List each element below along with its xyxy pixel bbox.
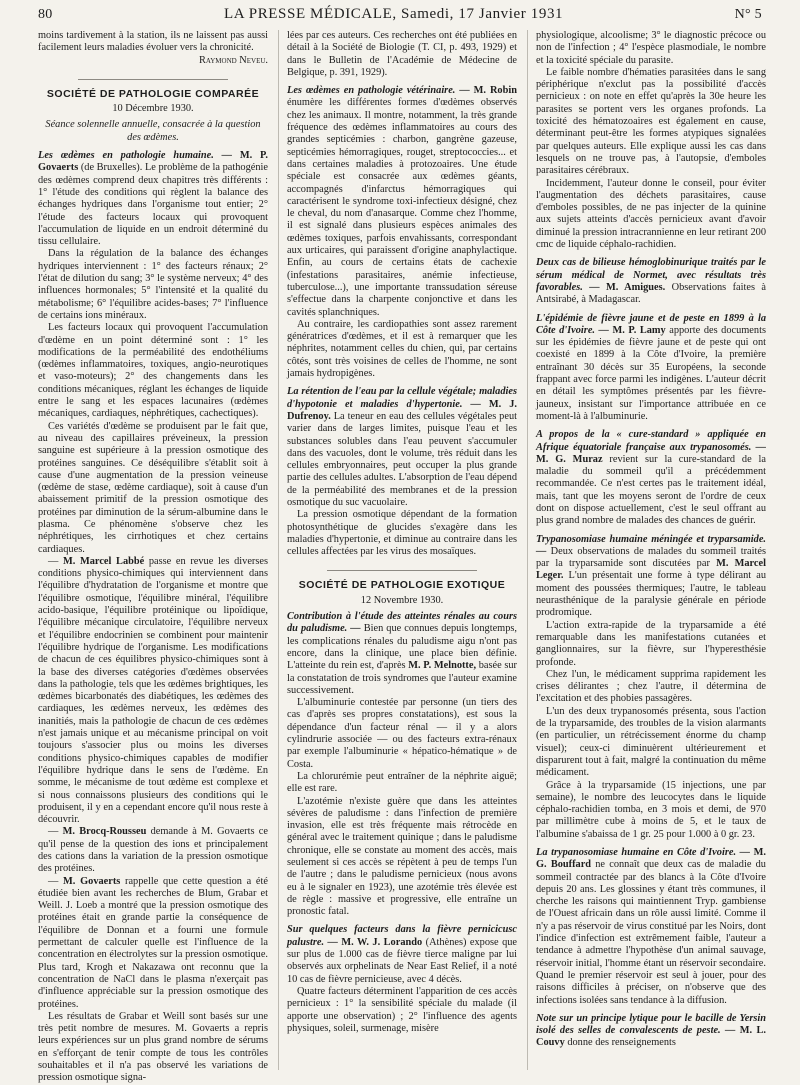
communication-title: La trypanosomiase humaine en Côte d'Ivoire. — xyxy=(536,847,754,858)
author-name: M. P. Melnotte, xyxy=(408,660,477,672)
paragraph: L'action extra-rapide de la tryparsamide a été remarquable dans les manifestations cutanées et ganglionnaires, sur la fièvre, sur l'hyperesthésie profonde. xyxy=(536,619,766,668)
column-2 xyxy=(278,30,517,1070)
communication-title: L'épidémie de fièvre jaune et de peste en 1899 à la Côte d'Ivoire. — xyxy=(536,312,766,336)
communication-text: La teneur en eau des cellules végétales peut varier dans de larges limites, puisque l'eau et les substances solubles dans l'eau peuvent s'accumuler dans des vacuoles, dont le volume, très réduit dans les cellules embryonnaires, peut occuper la plus grande partie des cellules adultes. L'absorption de l'eau dépend de la perméabilité des membranes et de la pression osmotique du suc vacuolaire. xyxy=(287,410,517,508)
communication-text: Bien que connues depuis longtemps, les complications rénales du paludisme aigu n'ont pas encore, dans la clinique, une place bien définie. L'atteinte du rein est, d'après xyxy=(287,623,517,672)
communication-title: Les œdèmes en pathologie humaine. — xyxy=(38,150,240,162)
communication-text: apporte des documents sur les épidémies de fièvre jaune et de peste qui ont coexisté en 1899 à la Côte d'Ivoire, la première entraînant 30 décès sur 35 Européens, la seconde frappant avec force parmi les indigènes. L'auteur décrit en détail les symptômes présentés par les fièvre-jauneux, insistant sur l'importance attribuée en ce moment-là à l'albuminurie. xyxy=(536,324,766,422)
paragraph: lées par ces auteurs. Ces recherches ont été publiées en détail à la Société de Biologie (T. CI, p. 493, 1929) et dans le Bulletin de l'Académie de Médecine de Belgique, p. 391, 1929). xyxy=(287,30,517,78)
discussion xyxy=(38,826,268,875)
communication xyxy=(38,150,268,248)
communication-title: A propos de la « cure-standard » appliquée en Afrique équatoriale française aux trypanosomés. — xyxy=(536,429,766,453)
paragraph: Chez l'un, le médicament supprima rapidement les crises délirantes ; chez l'autre, il détermina de l'excitation et des phobies passagères. xyxy=(536,668,766,705)
communication xyxy=(287,386,517,509)
paragraph: Quatre facteurs déterminent l'apparition de ces accès pernicieux : 1° la sensibilité spéciale du malade (il apporte une observation) ; 2° l'influence des agents physiques, soleil, surmenage, misère xyxy=(287,985,517,1034)
author-name: M. Govaerts xyxy=(63,875,121,887)
paragraph: La pression osmotique dépendant de la formation photosynthétique de glucides s'exagère dans les maladies d'hypertonie, et diminue au contraire dans les cellules affectées par les virus des mosaïques. xyxy=(287,509,517,558)
discussion xyxy=(38,876,268,1011)
communication-text: L'un présentait une forme à type délirant au moment des poussées thermiques; l'autre, le tableau neurasthénique de la paralysie générale en période prodromique. xyxy=(536,570,766,619)
issue-number: N° 5 xyxy=(734,7,762,22)
page-number: 80 xyxy=(38,7,53,22)
communication xyxy=(536,847,766,1007)
discussion xyxy=(38,556,268,827)
author-name: M. W. J. Lorando xyxy=(341,936,423,948)
communication-title: Trypanosomiase humaine méningée et tryparsamide. — xyxy=(536,533,766,557)
communication xyxy=(536,429,766,527)
section-divider xyxy=(78,79,228,80)
author-name: M. Brocq-Rousseu xyxy=(62,826,147,838)
author-name: M. Robin xyxy=(473,85,517,97)
author-name: M. Marcel Leger. xyxy=(536,558,766,582)
author-name: M. G. Muraz xyxy=(536,453,603,465)
meeting-date: 12 Novembre 1930. xyxy=(360,594,444,606)
discussion-text: rappelle que cette question a été étudiée bien avant les recherches de Blum, Grabar et Weill. J. Loeb a montré que la pression osmotique des protéines était en grande partie la conséquence de l'équilibre de Donnan et a fourni une formule permettant de calculer quelle est l'influence de la concentration en électrolytes sur la pression osmotique. Plus tard, Krogh et Nakazawa ont reconnu que la concentration de NaCl dans le plasma n'exerçait pas d'influence appréciable sur la pression osmotique des protéines. xyxy=(38,875,268,1010)
author-name: M. G. Bouffard xyxy=(536,847,766,871)
author-name: M. P. Govaerts xyxy=(38,150,268,174)
paragraph: Les résultats de Grabar et Weill sont basés sur une très petit nombre de mesures. M. Govaerts a repris leurs expériences sur un plus grand nombre de sérums en s'efforçant de tenir compte de tous les contrôles souhaitables et il n'a pas observé les variations de pression osmotique signa- xyxy=(38,1010,268,1084)
communication-title: Note sur un principe lytique pour le bacille de Yersin isolé des selles de convalescents de peste. — xyxy=(536,1012,766,1037)
communication xyxy=(536,1013,766,1050)
author-name: M. Marcel Labbé xyxy=(63,555,145,567)
meeting-date: 10 Décembre 1930. xyxy=(112,103,194,115)
communication-text: ne connaît que deux cas de maladie du sommeil contractée par des blancs à la Côte d'Ivoire depuis 20 ans. Les glossines y étant très communes, il cherche les raisons qui maintiennent Tryp. gambiense de l'Ouest africain dans un rôle aussi limité. Comme il n'y a pas réservoir de virus constitué par les Noirs, dont l'indice d'infection est extrêmement faible, l'auteur a tendance à admettre l'hypothèse d'un animal sauvage, réservoir initial, l'homme étant un réservoir secondaire. Quand le premier réservoir est seul à jouer, pour des raisons difficiles à préciser, on n'observe que des infections isolées sans tendance à la diffusion. xyxy=(536,859,766,1006)
communication-text: (Athènes) expose que sur plus de 1.000 cas de fièvre tierce maligne par lui observés aux orphelinats de Near East Relief, il a noté 10 cas de fièvre pernicieuse, avec 4 décès. xyxy=(287,936,518,985)
paragraph: L'albuminurie contestée par personne (un tiers des cas d'après ses propres constatations), est sous la dépendance d'un facteur rénal — il y a alors cylindrurie associée — ou des facteurs extra-rénaux par exemple l'albuminurie « hépatico-hématique » de Costa. xyxy=(287,697,517,770)
communication xyxy=(287,924,517,985)
author-name: M. P. Lamy xyxy=(612,324,666,336)
communication-text: énumère les différentes formes d'œdèmes observés chez les animaux. Il montre, notamment, la très grande fréquence des œdèmes inflammatoires au cours des grandes septicémies : charbon, gangrène gazeuse, septicémies hémorragiques, rouget, streptococcies... et dans certaines maladies à protozoaires. Une étude spéciale est consacrée aux œdèmes géants, accompagnés d'infarctus hémorragiques qui caractérisent le syndrome toxi-infectieux désigné, chez le cheval, du nom d'anasarque. Comme chez l'homme, il est signalé dans plusieurs espèces animales des œdèmes toxiques, parfois envahissants, correspondant aux urticaires, qui paraissent d'origine anaphylactique. Enfin, au cours de certains états de cachexie (infestations parasitaires, anémie infectieuse, tuberculose...), une importante transsudation séreuse s'effectue dans la charpente conjonctive et dans les cavités splanchniques. xyxy=(287,97,517,318)
communication xyxy=(287,85,517,319)
session-subtitle: Séance solennelle annuelle, consacrée à la question des œdèmes. xyxy=(45,119,261,143)
dash: — xyxy=(48,826,63,838)
dash: — xyxy=(48,555,63,567)
communication-title: Les œdèmes en pathologie vétérinaire. — xyxy=(287,85,474,97)
communication-text: Observations faites à Antsirabé, à Madagascar. xyxy=(536,281,766,306)
communication-title: Contribution à l'étude des atteintes rénales au cours du paludisme. — xyxy=(287,611,517,635)
page-header xyxy=(38,6,762,28)
paragraph: L'azotémie n'existe guère que dans les atteintes sévères de paludisme : dans l'infection de première invasion, elle est très fréquente mais rétrocède en général avec le traitement quinique ; dans le paludisme chronique, elle se constate au moment des accès, mais seulement si ces accès se répètent à peu de temps l'un de l'autre ; dans le paludisme pernicieux (nous avons eu à le signaler en 1923), une azotémie très élevée est de règle : massive et progressive, elle entraîne un pronostic fatal. xyxy=(287,795,517,918)
paragraph: La chlorurémie peut entraîner de la néphrite aiguë; elle est rare. xyxy=(287,770,517,795)
paragraph: moins tardivement à la station, ils ne laissent pas aussi facilement leurs maladies évoluer vers la chronicité. xyxy=(38,30,268,54)
paragraph: Grâce à la tryparsamide (15 injections, une par semaine), le nombre des leucocytes dans le liquide céphalo-rachidien tomba, en 3 mois et demi, de 970 par millimètre cube à moins de 5, et le taux de l'albumine s'abaissa de 1 gr. 25 pour 1.000 à 0 gr. 23. xyxy=(536,779,766,840)
column-3 xyxy=(527,30,766,1070)
paragraph: L'un des deux trypanosomés présenta, sous l'action de la tryparsamide, des troubles de la vision alarmants (en particulier, un rétrécissement énorme du champ visuel); ceux-ci diminuèrent ultérieurement et disparurent tout à fait, malgré la continuation du même médicament. xyxy=(536,705,766,779)
communication xyxy=(536,257,766,306)
communication-text: Deux observations de malades du sommeil traités par la tryparsamide sont discutées par xyxy=(536,545,766,570)
journal-title: LA PRESSE MÉDICALE, Samedi, 17 Janvier 1931 xyxy=(224,6,564,22)
author-name: M. Amigues. xyxy=(605,281,666,293)
section-divider xyxy=(327,570,477,571)
paragraph: Au contraire, les cardiopathies sont assez rarement génératrices d'œdèmes, et il est à remarquer que les néphrites, notamment celles du chien, qui, par certains côtés, sont très voisines de celles de l'homme, ne sont jamais hydropigènes. xyxy=(287,318,517,380)
communication-text: (de Bruxelles). Le problème de la pathogénie des œdèmes comprend deux chapitres très différents : 1° l'étude des conditions qui règlent la balance des échanges hydriques dans l'organisme tout entier; 2° l'étude des facteurs locaux qui provoquent l'accumulation de liquide en un endroit déterminé du tissu cellulaire. xyxy=(38,162,268,248)
paragraph: Ces variétés d'œdème se produisent par le fait que, au niveau des capillaires préveineux, la pression sanguine est supérieure à la pression osmotique des protéines sanguines. Ce déséquilibre s'établit soit à cause d'une augmentation de la pression veineuse (œdème de stase, œdème cardiaque), soit à cause d'un abaissement primitif de la pression osmotique des protéines par diminution de la sérum-albumine dans le plasma. Ce phénomène s'observe chez les néphrétiques, les cirrhotiques et chez certains cardiaques. xyxy=(38,420,268,555)
society-title: SOCIÉTÉ DE PATHOLOGIE EXOTIQUE xyxy=(298,579,506,592)
communication-title: Sur quelques facteurs dans la fièvre pernicicusc palustre. — xyxy=(287,924,517,948)
communication-text: donne des renseignements xyxy=(564,1037,676,1049)
discussion-text: demande à M. Govaerts ce qu'il pense de la question des ions et principalement des cations dans la variation de la pression osmotique des protéines. xyxy=(38,826,268,875)
communication xyxy=(536,313,766,424)
communication-title: Deux cas de bilieuse hémoglobinurique traités par le sérum médical de Normet, avec résultats très favorables. — xyxy=(536,257,766,293)
author-name: M. J. Dufrenoy. xyxy=(287,398,518,422)
discussion-text: passe en revue les diverses conditions physico-chimiques qui interviennent dans l'équilibre d'hydratation de l'organisme et montre que l'équilibre osmotique, l'équilibre minéral, l'équilibre acido-basique, l'équilibre protéinique ou lipoïdique, l'équilibre mécanique circulatoire, l'équilibre nerveux et l'équilibre endocrinien se combinent pour maintenir l'équilibre hydrique de l'organisme. Les modifications de chacun de ces équilibres physico-chimiques sont à la base des diverses catégories d'œdèmes observées dans la pathologie, tels que les œdèmes brightiques, les œdèmes bicarbonatés des diabétiques, les œdèmes des cardiaques, les œdèmes nerveux, les œdèmes des inanitiés, mais la pathologie de chacun de ces œdèmes n'est jamais unique et au mécanisme principal on voit toujours s'associer plus ou moins les diverses conditions physico-chimiques capables de modifier l'équilibre hydrique dans le sens de l'œdème. En somme, le mécanisme de tout œdème est complexe et si nous connaissons plusieurs des conditions qui le produisent, il y en a cependant encore qu'il nous reste à découvrir. xyxy=(38,555,268,826)
communication xyxy=(287,611,517,697)
column-1 xyxy=(38,30,268,1084)
author-name: M. L. Couvy xyxy=(536,1025,766,1049)
paragraph: Les facteurs locaux qui provoquent l'accumulation d'œdème en un point déterminé sont : 1° les modifications de la perméabilité des endothéliums (œdèmes inflammatoires, toxiques, angio-neurotiques et vaso-moteurs); 2° des changements dans les conditions mécaniques, réglant les échanges de liquide entre le sang et les espaces lacunaires (œdèmes mécaniques, cardiaques, néphrétiques, cachectiques). xyxy=(38,322,268,420)
society-title: SOCIÉTÉ DE PATHOLOGIE COMPARÉE xyxy=(46,87,260,100)
paragraph: Dans la régulation de la balance des échanges hydriques interviennent : 1° des facteurs rénaux; 2° l'état de dilution du sang; 3° le système nerveux; 4° des influences hormonales; 5° l'intensité et la qualité du métabolisme; 6° l'équilibre acides-bases; 7° l'influence de certains ions minéraux. xyxy=(38,248,268,321)
communication xyxy=(536,534,766,620)
paragraph: Incidemment, l'auteur donne le conseil, pour éviter l'augmentation des déchets parasitaires, cause d'emboles possibles, de ne pas injecter de la quinine aux sujets atteints d'accès pernicieux avant d'avoir diminué la pression intracrannienne en leur retirant 200 cmc de liquide céphalo-rachidien. xyxy=(536,177,766,251)
communication-text: basée sur la constatation de trois syndromes que l'auteur examine successivement. xyxy=(287,660,517,696)
paragraph: physiologique, alcoolisme; 3° le diagnostic précoce ou non de l'infection ; 4° l'espèce plasmodiale, le nombre et la toxicité spéciale du parasite. xyxy=(536,30,766,66)
paragraph: Le faible nombre d'hématies parasitées dans le sang périphérique n'exclut pas la possibilité d'accès pernicieux : on note en effet qu'après la 30e heure les parasites se portent vers les organes profonds. La toxicité des hématozoaires est également en cause, déterminant peut-être les formes atypiques signalées par quelques auteurs. Elle explique aussi les cas dans lesquels on ne trouve pas, à l'autopsie, d'emboles parasitaires cérébraux. xyxy=(536,66,766,177)
communication-text: revient sur la cure-standard de la maladie du sommeil qu'il a précédemment recommandée. Ce n'est certes pas le traitement idéal, mais, tant que les moyens seront de l'ordre de ceux dont on dispose actuellement, c'est le seul offrant au plus grand nombre de malades des chances de guérir. xyxy=(536,453,766,527)
signature: Raymond Neveu. xyxy=(198,54,268,66)
dash: — xyxy=(48,875,64,887)
communication-title: La rétention de l'eau par la cellule végétale; maladies d'hypotonie et maladies d'hypertonie. — xyxy=(287,386,517,410)
article-columns xyxy=(38,30,766,1084)
